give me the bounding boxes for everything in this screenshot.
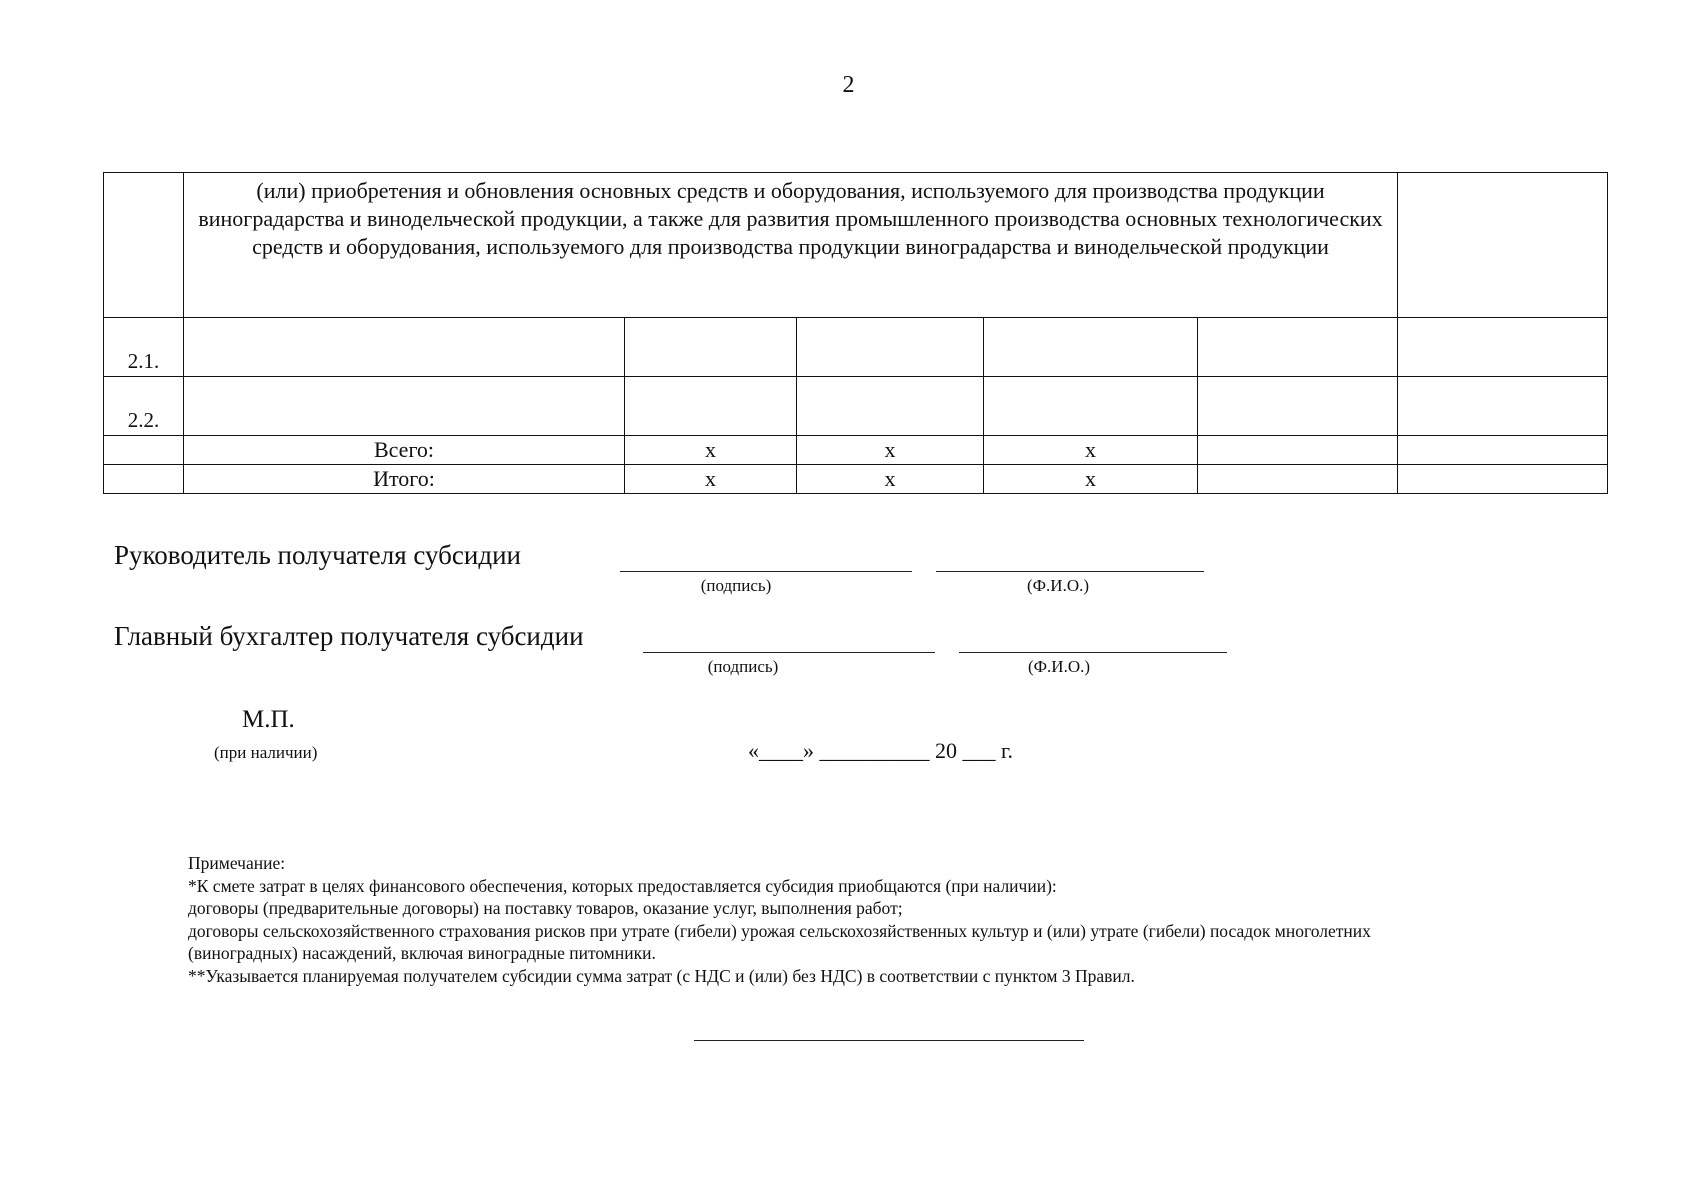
accountant-signature-hint: (подпись) — [707, 657, 779, 676]
note-line: (виноградных) насаждений, включая виноградные питомники. — [188, 943, 656, 963]
table-cell — [1398, 318, 1608, 377]
head-name-line[interactable] — [936, 571, 1204, 572]
table-grand-total-row — [104, 465, 1608, 494]
closing-divider — [694, 1040, 1084, 1041]
note-line: договоры (предварительные договоры) на поставку товаров, оказание услуг, выполнения работ; — [188, 898, 903, 918]
table-cell — [1398, 465, 1608, 494]
page-number: 2 — [842, 72, 855, 98]
head-signature-label: Руководитель получателя субсидии — [114, 540, 521, 570]
stamp-hint: (при наличии) — [214, 743, 318, 762]
accountant-signature-label: Главный бухгалтер получателя субсидии — [114, 621, 584, 651]
table-section-header-row — [104, 173, 1608, 318]
table-cell — [984, 377, 1198, 436]
table-cell-empty — [104, 173, 184, 318]
accountant-name-hint: (Ф.И.О.) — [1027, 657, 1091, 676]
row-number: 2.2. — [104, 377, 184, 436]
table-row — [104, 377, 1608, 436]
table-row — [104, 318, 1608, 377]
table-cell — [797, 318, 984, 377]
table-cell — [1198, 377, 1398, 436]
notes-title: Примечание: — [188, 853, 286, 873]
table-cell — [1398, 436, 1608, 465]
head-signature-hint: (подпись) — [700, 576, 772, 595]
table-cell: х — [984, 436, 1198, 465]
table-total-row — [104, 436, 1608, 465]
head-signature-line[interactable] — [620, 571, 912, 572]
table-cell-empty — [104, 465, 184, 494]
table-cell — [984, 318, 1198, 377]
table-cell — [1398, 377, 1608, 436]
table-cell — [1198, 318, 1398, 377]
table-cell — [625, 318, 797, 377]
table-cell — [184, 377, 625, 436]
date-field[interactable]: «____» __________ 20 ___ г. — [748, 738, 1014, 763]
cost-estimate-table — [103, 172, 1608, 494]
note-line: договоры сельскохозяйственного страхования рисков при утрате (гибели) урожая сельскохозяйственных культур и (или) утрате (гибели) посадок многолетних — [188, 920, 1371, 941]
total-label: Всего: — [184, 436, 625, 465]
table-cell — [1198, 465, 1398, 494]
row-number: 2.1. — [104, 318, 184, 377]
table-cell-empty — [1398, 173, 1608, 318]
table-cell: х — [797, 465, 984, 494]
stamp-label: М.П. — [242, 706, 295, 733]
grand-total-label: Итого: — [184, 465, 625, 494]
section-description: (или) приобретения и обновления основных средств и оборудования, используемого для производства продукции виноградарства и винодельческой продукции, а также для развития промышленного производства основных технологических средств и оборудования, используемого для производства продукции виноградарства и винодельческой продукции — [184, 173, 1398, 318]
accountant-name-line[interactable] — [959, 652, 1227, 653]
table-cell — [184, 318, 625, 377]
table-cell — [625, 377, 797, 436]
table-cell: х — [797, 436, 984, 465]
table-cell: х — [625, 465, 797, 494]
note-line: *К смете затрат в целях финансового обеспечения, которых предоставляется субсидия приобщаются (при наличии): — [188, 875, 1057, 896]
table-cell: х — [984, 465, 1198, 494]
table-cell-empty — [104, 436, 184, 465]
table-cell: х — [625, 436, 797, 465]
head-name-hint: (Ф.И.О.) — [1026, 576, 1090, 595]
notes-block — [188, 852, 1588, 987]
table-cell — [797, 377, 984, 436]
accountant-signature-line[interactable] — [643, 652, 935, 653]
note-line: **Указывается планируемая получателем субсидии сумма затрат (с НДС и (или) без НДС) в соответствии с пунктом 3 Правил. — [188, 965, 1135, 986]
table-cell — [1198, 436, 1398, 465]
